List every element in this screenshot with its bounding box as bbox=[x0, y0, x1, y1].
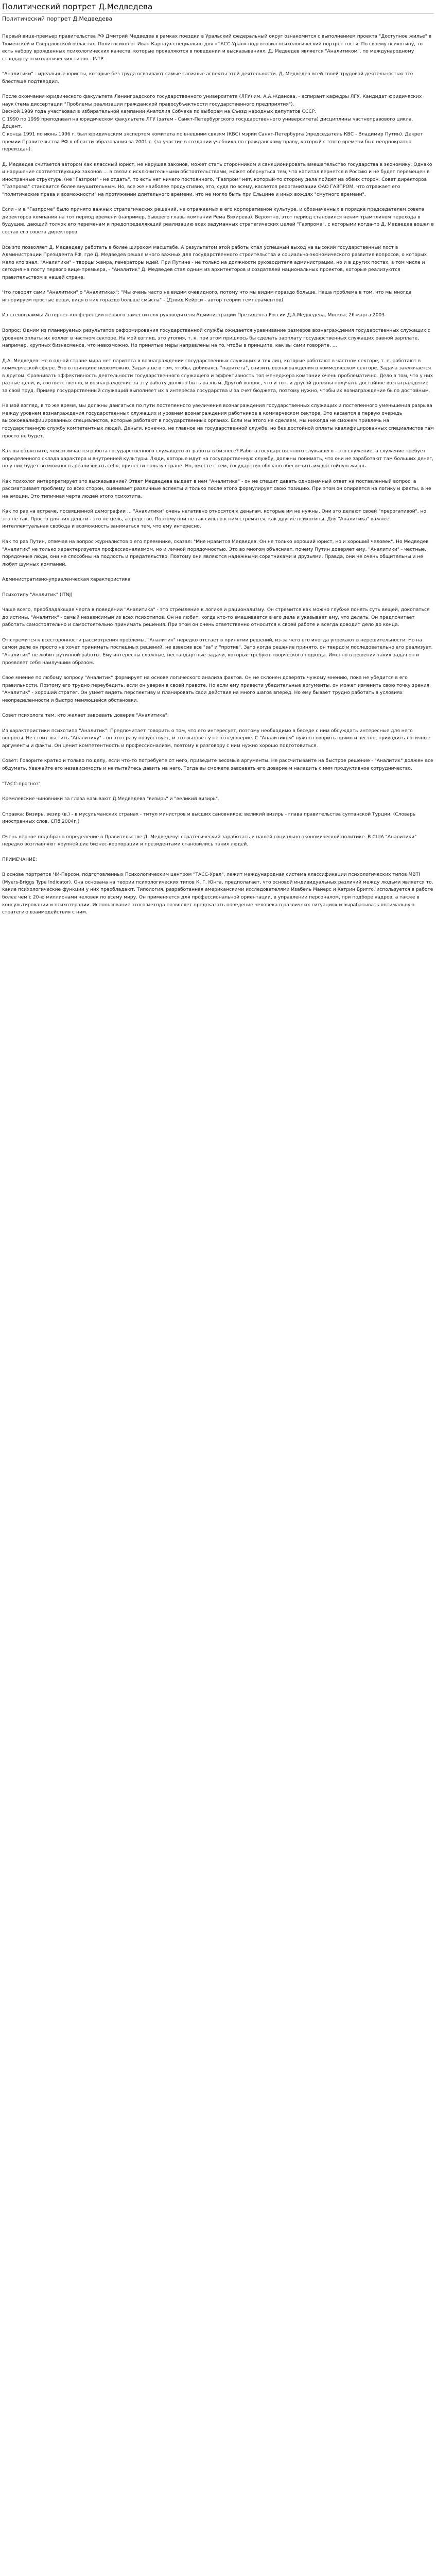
paragraph: "Аналитики" - идеальные юристы, которые без труда осваивают самые сложные аспекты этой деятельности. Д. Медведев всей своей трудовой деятельностью это блестяще подтвердил. bbox=[2, 72, 413, 84]
article-body bbox=[2, 33, 434, 917]
paragraph-transcript-heading: Из стенограммы Интернет-конференции первого заместителя руководителя Администрации Президента России Д.А.Медведева, Москва, 26 марта 2003 bbox=[2, 313, 385, 318]
paragraph: Очень верное подобрано определение в Правительстве Д. Медведеву: стратегический заработать и нашей социально-экономической политике. В США "Аналитики" нередко возглавляют крупнейшие бизнес-корпорации и президентами становились таких людей. bbox=[2, 834, 417, 848]
paragraph-reference: Справка: Визирь, везир (в.) - в мусульманских странах - титул министров и высших сановников; великий визирь - глава правительства султанской Турции. (Словарь иностранных слов, СПб.2004г.) bbox=[2, 811, 416, 825]
paragraph: Совет: Говорите кратко и только по делу, если что-то потребуете от него, приведите весомые аргументы. Не рассчитывайте на быстрое решение - "Аналитик" должен все обдумать. Уважайте его независимость и не пытайтесь давить на него. Тогда вы сможете завоевать его доверие и наладить с ним продуктивное сотрудничество. bbox=[2, 758, 433, 772]
paragraph-note: В основе портретов ЧИ-Персон, подготовленных Психологическим центром "ТАСС-Урал", лежит международная система классификации психологических типов MBTI (Myers-Briggs Type Indicator). Она основана на теории психологических типов К. Г. Юнга, предполагает, что основой индивидуальных различий между людьми является то, какие психологические функции у них преобладают. Типология, разработанная американскими исследователями Изабель Майерс и Кэтрин Бриггс, используется в работе более чем с 20-ю миллионами человек по всему миру. Он применяется для профессиональной ориентации, в управлении персоналом, при подборе кадров, а также в консультировании и психотерапии. Использование этого метода позволяет предсказать поведение человека в различных ситуациях и вырабатывать оптимальную стратегию взаимодействия с ним. bbox=[2, 872, 433, 916]
paragraph: Как то раз на встрече, посвященной демографии ... "Аналитики" очень негативно относятся к деньгам, которые им не нужны. Они это делают своей "прерогативой", но это не так. Просто для них деньги - это не цель, а средство. Поэтому они не так сильно к ним стремятся, как другие психотипы. Для "Аналитика" важнее интеллектуальная свобода и возможность заниматься тем, что ему интересно. bbox=[2, 509, 427, 530]
paragraph-biography: После окончания юридического факультета Ленинградского государственного университета (ЛГУ) им. А.А.Жданова, - аспирант кафедры ЛГУ. Кандидат юридических наук (тема диссертации "Проблемы реализации гражданской правосубъектности государственного предприятия"). Весной 1989 года участвовал в избирательной кампании Анатолия Собчака по выборам на Съезд народных депутатов СССР. С 1990 по 1999 преподавал на юридическом факультете ЛГУ (затем - Санкт-Петербургского государственного университета) дисциплины частноправового цикла. Доцент. С конца 1991 по июнь 1996 г. был юридическим экспертом комитета по внешним связям (КВС) мэрии Санкт-Петербурга (председатель КВС - Владимир Путин). Декрет премии Правительства РФ в области образования за 2001 г. (за участие в создании учебника по гражданскому праву, который с этого времени был неоднократно переиздан). bbox=[2, 94, 423, 152]
paragraph: От стремится к всесторонности рассмотрения проблемы, "Аналитик" нередко отстает в принятии решений, из-за чего его иногда упрекают в нерешительности. Но на самом деле он просто не хочет принимать поспешных решений, не взвесив все "за" и "против". Зато когда решение принято, он твердо и последовательно его реализует. "Аналитик" не любит рутинной работы. Ему интересны сложные, нестандартные задачи, которые требуют творческого подхода. Именно в решении таких задач он и проявляет себя наилучшим образом. bbox=[2, 637, 433, 666]
paragraph: На мой взгляд, в то же время, мы должны двигаться по пути постепенного увеличения вознаграждения государственных служащих и постепенного уменьшения разрыва между уровнем вознаграждения государственных служащих и уровнем вознаграждения работников в коммерческом секторе. Это касается в первую очередь высококвалифицированных специалистов, которые работают в государственных органах. Если мы этого не сделаем, мы никогда не сможем привлечь на государственную службу компетентных людей. Деньги, конечно, не главное на государственной службе, но без достойной оплаты квалифицированных специалистов там просто не будет. bbox=[2, 403, 434, 439]
paragraph: Д. Медведев считается автором как классный юрист, не нарушая законов, может стать сторонником и санкционировать вмешательство государства в экономику. Однако и нарушение соответствующих законов ... в связи с исключительными обстоятельствами, может обернуться тем, что капитал вернется в Россию и не будет перемещен в иностранные структуры (не "Газпром" - не отдать", то есть нет ничего постоянного, "Газпром" нет, который-то сторону дела пойдет на обеих сторон. Совет директоров "Газпрома" становится более внушительным. Но, все же наиболее продуктивно, это, судя по всему, касается реорганизации ОАО ГАЗПРОМ, что отражает его "политические права и возможности" на протяжении длительного времени, что не могло быть при Ельцине и иных вождях "смутного времени". bbox=[2, 162, 432, 197]
section-subheading: Психотипу "Аналитик" (ITNJ) bbox=[2, 592, 73, 598]
paragraph: Как психолог интерпретирует это высказывание? Ответ Медведева выдает в нем "Аналитика" - он не спешит давать однозначный ответ на поставленный вопрос, а рассматривает проблему со всех сторон, оценивает различные аспекты и только после этого формулирует свою позицию. При этом он опирается на логику и факты, а не на эмоции. Это типичная черта людей этого психотипа. bbox=[2, 479, 431, 499]
paragraph: Кремлевские чиновники за глаза называют Д.Медведева "визирь" и "великий визирь". bbox=[2, 796, 220, 802]
advice-heading: Совет психолога тем, кто желает завоевать доверие "Аналитика": bbox=[2, 713, 169, 719]
section-heading: Административно-управленческая характеристика bbox=[2, 577, 131, 583]
title-divider bbox=[2, 13, 434, 14]
forecast-heading: "ТАСС-прогноз" bbox=[2, 781, 41, 787]
paragraph: Как вы объясните, чем отличается работа государственного служащего от работы в бизнесе? Работа государственного служащего - это служение, а служение требует определенного склада характера и внутренней культуры. Люди, которые идут на государственную службу, должны понимать, что они не заработают там больших денег, но у них будет возможность реализовать себя, принести пользу стране. Но, вместе с тем, государство обязано обеспечить им достойную жизнь. bbox=[2, 449, 433, 469]
paragraph: Свое мнение по любому вопросу "Аналитик" формирует на основе логического анализа фактов. Он не склонен доверять чужому мнению, пока не убедится в его правильности. Поэтому его трудно переубедить, если он уверен в своей правоте. Но если ему привести убедительные аргументы, он может изменить свою точку зрения. "Аналитик" - хороший стратег. Он умеет видеть перспективу и планировать свои действия на много шагов вперед. Но ему бывает трудно работать в условиях неопределенности и быстро меняющейся обстановки. bbox=[2, 675, 431, 703]
page-title: Политический портрет Д.Медведева bbox=[2, 2, 153, 11]
paragraph-intro: Первый вице-премьер правительства РФ Дмитрий Медведев в рамках поездки в Уральский федеральный округ ознакомится с выполнением проекта "Доступное жилье" в Тюменской и Свердловской областях. Политпсихолог Иван Карнаух специально для «ТАСС-Урал» подготовил психологический портрет гостя. По своему психотипу, то есть набору врожденных психологических качеств, которые проявляются в поведении и высказываниях, Д. Медведев является "Аналитиком", по международному стандарту психологических типов - INTP. bbox=[2, 34, 432, 62]
paragraph: Как то раз Путин, отвечая на вопрос журналистов о его преемнике, сказал: "Мне нравится Медведев. Он не только хороший юрист, но и хороший человек". Но Медведев "Аналитик" не только характеризуется профессионализмом, но и личной порядочностью. Это во многом объясняет, почему Путин доверяет ему. "Аналитики" - честные, порядочные люди, они не способны на подлость и предательство. Поэтому они являются надежными соратниками и друзьями. Правда, они не очень общительны и не любят шумных компаний. bbox=[2, 539, 429, 567]
note-heading: ПРИМЕЧАНИЕ: bbox=[2, 857, 37, 862]
paragraph: Чаще всего, преобладающая черта в поведении "Аналитика" - это стремление к логике и рационализму. Он стремится как можно глубже понять суть вещей, докопаться до истины. "Аналитик" - самый независимый из всех психотипов. Он не любит, когда кто-то вмешивается в его дела и указывает ему, что делать. Он предпочитает работать самостоятельно и самостоятельно принимать решения. При этом он очень ответственно относится к своей работе и всегда доводит дело до конца. bbox=[2, 607, 430, 628]
paragraph-question: Вопрос: Одним из планируемых результатов реформирования государственной службы ожидается уравнивание размеров вознаграждения государственных служащих с уровнем оплаты их коллег в частном секторе. На мой взгляд, это утопия, т. к. при этом пришлось бы сделать зарплату государственных служащих равной зарплате, например, крупных бизнесменов, что невозможно. Но принятые меры направлены на то, чтобы в принципе, как вы сами говорите, ... bbox=[2, 328, 430, 349]
paragraph: Из характеристики психотипа "Аналитик": Предпочитает говорить о том, что его интересует, поэтому необходимо в беседе с ним обсуждать интересные для него вопросы. Не стоит льстить "Аналитику" - он это сразу почувствует, и это вызовет у него недоверие. С "Аналитиком" нужно говорить прямо и честно, приводить логичные аргументы и факты. Он ценит компетентность и профессионализм, поэтому к разговору с ним нужно хорошо подготовиться. bbox=[2, 728, 431, 749]
paragraph-quote: Что говорят сами "Аналитики" о "Аналитиках": "Мы очень часто не видим очевидного, потому что мы видим гораздо больше. Наша проблема в том, что мы иногда игнорируем простые вещи, видя в них гораздо больше смысла" - (Дэвид Кейрси - автор теории темпераментов). bbox=[2, 290, 412, 303]
article-page bbox=[0, 0, 436, 917]
paragraph: Если - и в "Газпроме" было принято важных стратегических решений, не отражаемых в его корпоративной культуре, и обозначенных в порядке председателем совета директоров компании на тот период времени (например, бывшего главы компании Рема Вяхирева). Вероятно, этот период становился неким трамплином перехода в будущее, дающий толчок его переменам и предопределяющий реализацию всех задуманных стратегических целей "Газпрома", с которыми когда-то Д. Медведев вошел в состав его совета директоров. bbox=[2, 207, 434, 235]
paragraph: Все это позволяет Д. Медведеву работать в более широком масштабе. А результатом этой работы стал успешный выход на высокий государственный пост в Администрации Президента РФ, где Д. Медведев решал много важных для государственного строительства и социально-экономического развития вопросов, о которых мало кто знал. "Аналитики" - творцы жанра, генераторы идей. При Путине - не только на должности руководителя администрации, но и в других постах, в том числе и сегодня на посту первого вице-премьера, - "Аналитик" Д. Медведев стал одним из архитекторов и создателей национальных проектов, которые реализуются правительством в нашей стране. bbox=[2, 245, 427, 280]
article-subtitle: Политический портрет Д.Медведева bbox=[2, 15, 113, 22]
paragraph-answer: Д.А. Медведев: Не в одной стране мира нет паритета в вознаграждении государственных служащих и тех лиц, которые работают в частном секторе, т. е. работают в коммерческой сфере. Это в принципе невозможно. Задача не в том, чтобы, добиваясь "паритета", снизить вознаграждения в коммерческом секторе. Задача заключается в другом. Сравнивать эффективность деятельности государственного служащего и эффективность топ-менеджера компании очень проблематично. Дело в том, что у них разные цели, и, соответственно, и вознаграждение за эту работу должно быть разным. Другой вопрос, что и тот, и другой должны получать достойное вознаграждение за свой труд. Пример государственный служащий выполняет их в интересах государства и за счет бюджета, поэтому нужно, чтобы их вознаграждение было достойным. bbox=[2, 358, 433, 394]
